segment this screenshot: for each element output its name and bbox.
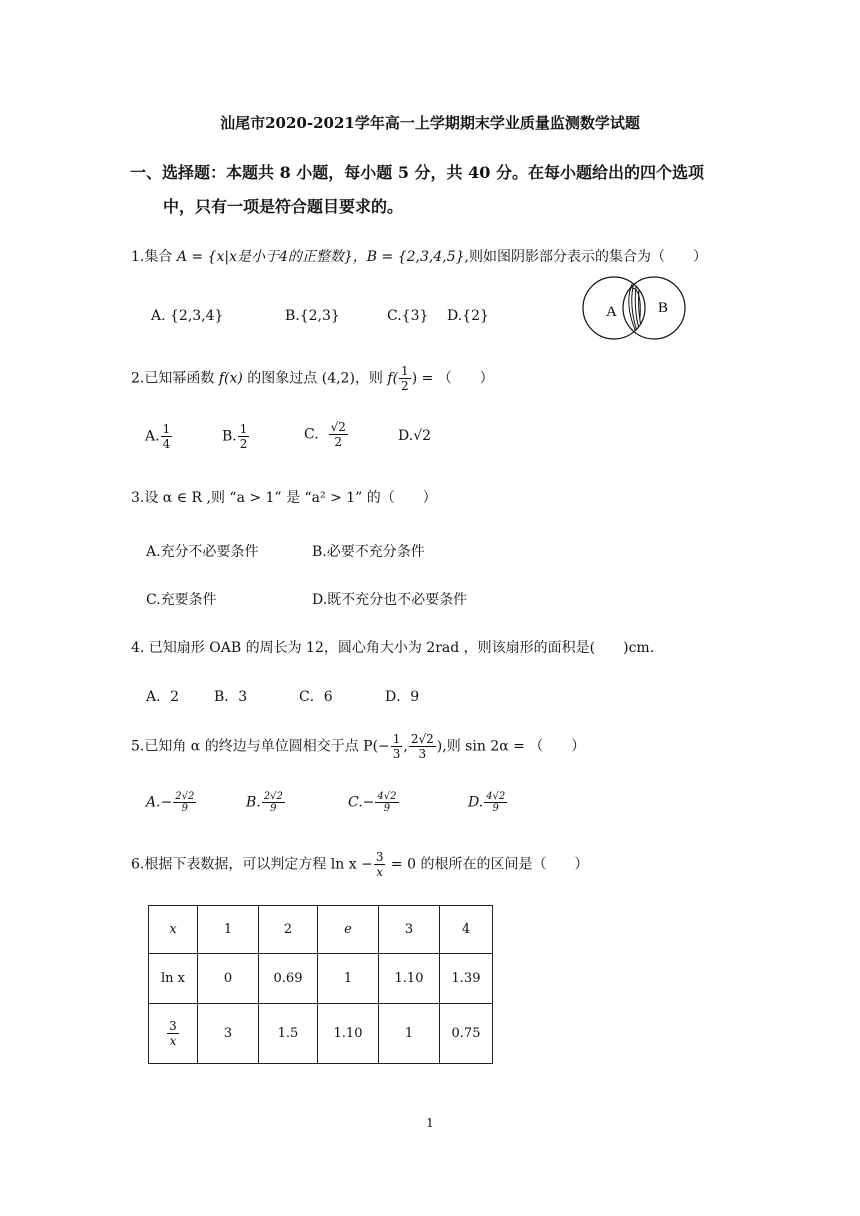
venn-label-a: A	[606, 304, 617, 320]
table-cell: 1	[318, 954, 379, 1004]
q2-point: (4,2)	[321, 370, 355, 387]
q5-option-a: A.− $\frac{2√2}{9}$	[146, 791, 195, 814]
q5-option-c: C.− $\frac{4√2}{9}$	[348, 791, 397, 814]
q1-set-a: A = {x|x是小于4的正整数}	[176, 249, 353, 265]
q2-option-b: B. $\frac{1}{2}$	[222, 422, 248, 451]
q2-then: ，则	[354, 370, 388, 387]
q2-f: f(	[387, 370, 399, 387]
table-row	[149, 1004, 493, 1064]
q3-option-d: D.既不充分也不必要条件	[312, 592, 468, 608]
q1-prefix: 1.集合	[131, 249, 177, 265]
question-2	[131, 364, 494, 393]
q4-option-d: D．9	[385, 689, 420, 705]
q5-p2: $\frac{2√2}{3}$	[410, 732, 434, 761]
q2-option-a: A. $\frac{1}{4}$	[145, 422, 171, 451]
q6-fraction: $\frac{3}{x}$	[375, 850, 384, 879]
venn-diagram	[580, 274, 692, 344]
q1-option-d: D.{2}	[447, 308, 489, 324]
q6-tail: = 0 的根所在的区间是（ ）	[386, 856, 589, 873]
data-table	[148, 905, 493, 1064]
table-cell: 3	[198, 1004, 259, 1064]
table-cell: 2	[259, 906, 318, 954]
q5-option-b: B. $\frac{2√2}{9}$	[246, 791, 283, 814]
q5-prefix: 5.已知角 α 的终边与单位圆相交于点 P(−	[131, 738, 390, 755]
q2-option-c: C. $\frac{√2}{2}$	[304, 420, 346, 449]
q4-option-c: C．6	[299, 689, 333, 705]
table-cell: 3	[379, 906, 440, 954]
question-3: 3.设 α ∈ R ,则 “a > 1” 是 “a² > 1” 的（ ）	[131, 490, 437, 506]
table-cell: 1.39	[440, 954, 493, 1004]
table-cell: ln x	[149, 954, 198, 1004]
table-cell: 1.10	[379, 954, 440, 1004]
q5-p1: $\frac{1}{3}$	[392, 732, 401, 761]
table-cell: 0.75	[440, 1004, 493, 1064]
question-5: 5.已知角 α 的终边与单位圆相交于点 P(− $\frac{1}{3}$ , $\frac{2√2}{3}$ ),则 sin 2α = （ ）	[131, 732, 586, 761]
q1-set-b: ，B = {2,3,4,5}	[352, 249, 465, 265]
page-number: 1	[426, 1116, 434, 1130]
q2-tail: ) = （ ）	[411, 370, 494, 387]
table-cell: 4	[440, 906, 493, 954]
table-cell: 1	[379, 1004, 440, 1064]
q6-prefix: 6.根据下表数据，可以判定方程 ln x −	[131, 856, 373, 873]
table-row	[149, 954, 493, 1004]
q2-option-d: D.√2	[398, 428, 432, 444]
question-1	[131, 246, 707, 266]
table-cell: 1.5	[259, 1004, 318, 1064]
table-cell: e	[318, 906, 379, 954]
table-cell: 1	[198, 906, 259, 954]
q4-option-b: B．3	[214, 689, 248, 705]
venn-label-b: B	[658, 300, 669, 316]
q2-prefix: 2.已知幂函数	[131, 370, 219, 387]
table-cell: x	[149, 906, 198, 954]
q2-fx: f(x)	[218, 370, 243, 387]
section-heading-line2: 中，只有一项是符合题目要求的。	[163, 197, 404, 216]
question-6	[131, 850, 588, 879]
q1-option-a: A. {2,3,4}	[151, 308, 224, 324]
q1-option-c: C.{3}	[387, 308, 429, 324]
q2-half: $\frac{1}{2}$	[401, 364, 409, 393]
q5-option-d: D. $\frac{4√2}{9}$	[468, 791, 506, 814]
table-cell: $\frac{3}{x}$	[149, 1004, 198, 1064]
table-cell: 0.69	[259, 954, 318, 1004]
venn-shaded-region	[629, 280, 643, 336]
q2-mid: 的图象过点	[242, 370, 322, 387]
document-title: 汕尾市2020-2021学年高一上学期期末学业质量监测数学试题	[220, 114, 640, 132]
q5-tail: ),则 sin 2α = （ ）	[436, 738, 586, 755]
q4-option-a: A．2	[146, 689, 180, 705]
table-cell: 0	[198, 954, 259, 1004]
question-4: 4. 已知扇形 OAB 的周长为 12，圆心角大小为 2rad ，则该扇形的面积是( )cm.	[131, 640, 655, 656]
q1-option-b: B.{2,3}	[285, 308, 340, 324]
q3-option-a: A.充分不必要条件	[146, 544, 259, 560]
q3-option-b: B.必要不充分条件	[312, 544, 425, 560]
section-heading-line1: 一、选择题：本题共 8 小题，每小题 5 分，共 40 分。在每小题给出的四个选项	[130, 163, 704, 182]
table-row	[149, 906, 493, 954]
q1-question: ,则如图阴影部分表示的集合为（ ）	[464, 249, 707, 265]
q3-option-c: C.充要条件	[146, 592, 217, 608]
table-cell: 1.10	[318, 1004, 379, 1064]
